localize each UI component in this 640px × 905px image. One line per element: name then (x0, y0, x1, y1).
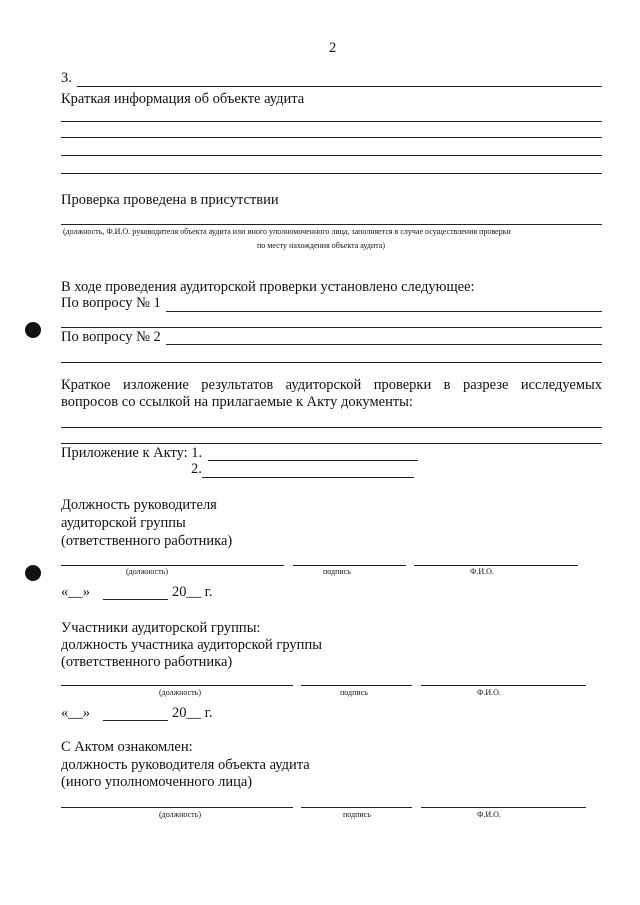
question-1-label: По вопросу № 1 (61, 295, 161, 311)
appendix-label: Приложение к Акту: 1. (61, 445, 203, 461)
ack-caption-name: Ф.И.О. (477, 810, 501, 819)
punch-hole-bottom (25, 565, 41, 581)
ack-label-line-3: (иного уполномоченного лица) (61, 774, 253, 790)
head-date-month-line (103, 599, 168, 600)
head-date-year: 20__ г. (172, 584, 213, 600)
head-signature-line (293, 565, 406, 566)
ack-label-line-1: С Актом ознакомлен: (61, 739, 193, 755)
members-label-line-1: Участники аудиторской группы: (61, 620, 261, 636)
ack-signature-line (301, 807, 412, 808)
members-name-line (421, 685, 586, 686)
ack-caption-signature: подпись (343, 810, 371, 819)
members-caption-position: (должность) (159, 688, 201, 697)
punch-hole-top (25, 322, 41, 338)
presence-note-line-2: по месту нахождения объекта аудита) (257, 241, 386, 250)
members-caption-signature: подпись (340, 688, 368, 697)
appendix-item-1-line (208, 460, 418, 461)
question-1-line (166, 311, 602, 312)
summary-line-2: вопросов со ссылкой на прилагаемые к Акту документы: (61, 394, 413, 410)
members-caption-name: Ф.И.О. (477, 688, 501, 697)
appendix-item-2: 2. (191, 461, 202, 477)
ack-position-line (61, 807, 293, 808)
members-label-line-2: должность участника аудиторской группы (61, 637, 322, 653)
members-signature-line (301, 685, 412, 686)
question-2-line (166, 344, 602, 345)
head-label-line-2: аудиторской группы (61, 515, 186, 531)
head-caption-position: (должность) (126, 567, 168, 576)
findings-intro: В ходе проведения аудиторской проверки установлено следующее: (61, 279, 475, 295)
ack-label-line-2: должность руководителя объекта аудита (61, 757, 310, 773)
object-info-line-1 (61, 121, 602, 122)
head-name-line (414, 565, 578, 566)
members-date-month-line (103, 720, 168, 721)
head-label-line-3: (ответственного работника) (61, 533, 233, 549)
head-label-line-1: Должность руководителя (61, 497, 217, 513)
question-2-label: По вопросу № 2 (61, 329, 161, 345)
summary-line-1: Краткое изложение результатов аудиторской проверки в разрезе исследуемых (61, 377, 602, 393)
summary-line-b (61, 443, 602, 444)
members-label-line-3: (ответственного работника) (61, 654, 233, 670)
members-date-year: 20__ г. (172, 705, 213, 721)
object-info-line-4 (61, 173, 602, 174)
appendix-item-2-line (202, 477, 414, 478)
head-caption-signature: подпись (323, 567, 351, 576)
members-position-line (61, 685, 293, 686)
question-1-line-2 (61, 327, 602, 328)
presence-line (61, 224, 602, 225)
presence-label: Проверка проведена в присутствии (61, 192, 279, 208)
head-date-day: «__» (61, 584, 90, 600)
object-info-line-2 (61, 137, 602, 138)
head-position-line (61, 565, 284, 566)
object-info-label: Краткая информация об объекте аудита (61, 91, 305, 107)
summary-line-a (61, 427, 602, 428)
members-date-day: «__» (61, 705, 90, 721)
ack-name-line (421, 807, 586, 808)
presence-note-line-1: (должность, Ф.И.О. руководителя объекта аудита или иного уполномоченного лица, заполняется в случае осуществления проверки (63, 227, 511, 236)
head-caption-name: Ф.И.О. (470, 567, 494, 576)
item-3-line (77, 86, 602, 87)
item-number: 3. (61, 70, 72, 86)
question-2-line-2 (61, 362, 602, 363)
ack-caption-position: (должность) (159, 810, 201, 819)
object-info-line-3 (61, 155, 602, 156)
page-number: 2 (329, 40, 337, 56)
